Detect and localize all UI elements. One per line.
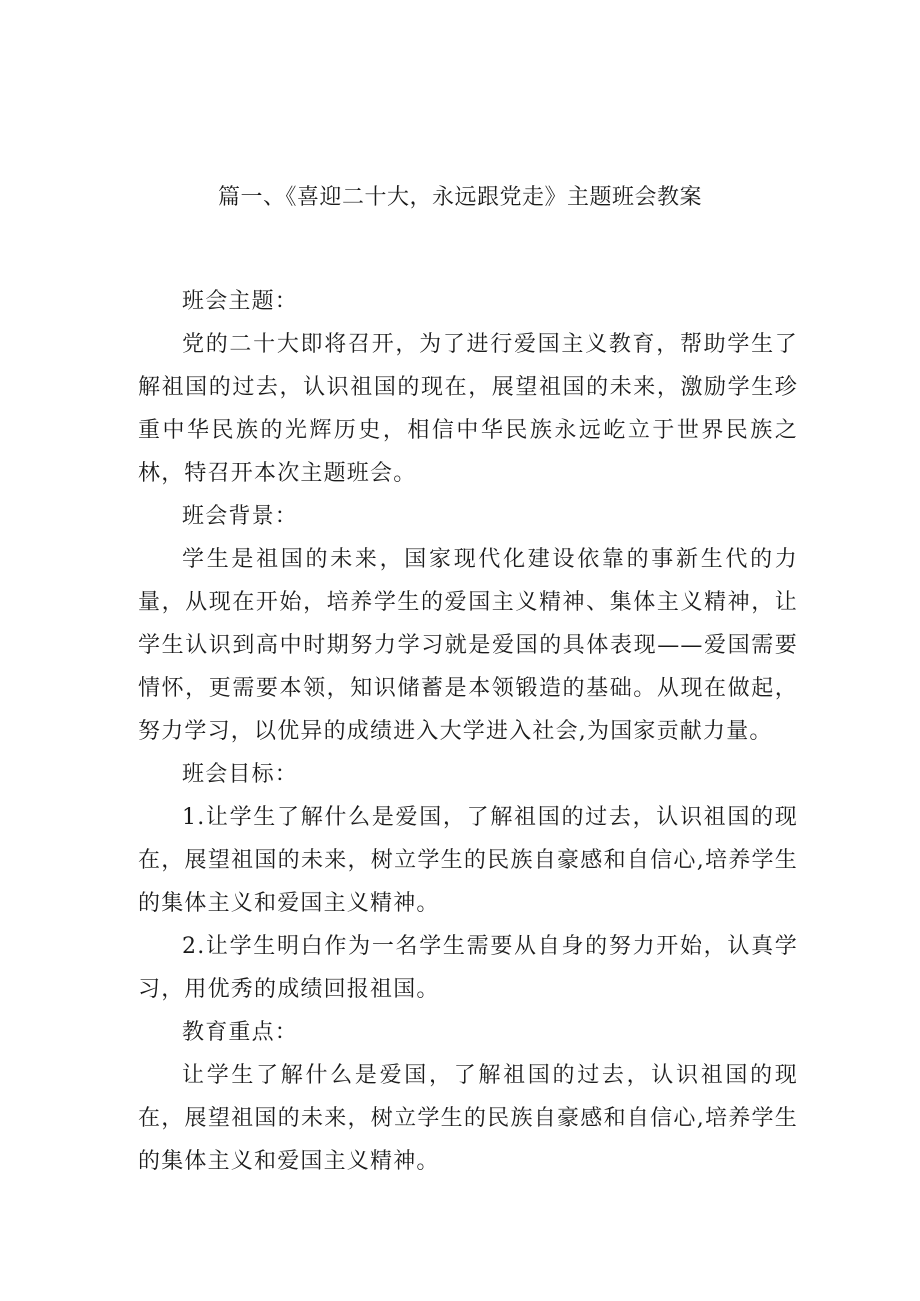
document-title: 篇一、《喜迎二十大，永远跟党走》主题班会教案	[217, 185, 702, 210]
document-body	[138, 280, 798, 1183]
paragraph-theme: 党的二十大即将召开，为了进行爱国主义教育，帮助学生了解祖国的过去，认识祖国的现在，展望祖国的未来，激励学生珍重中华民族的光辉历史，相信中华民族永远屹立于世界民族之林，特召开本次主题班会。	[138, 332, 798, 486]
section-heading-theme: 班会主题：	[182, 289, 299, 314]
paragraph-goal-1: 1.让学生了解什么是爱国，了解祖国的过去，认识祖国的现在，展望祖国的未来，树立学生的民族自豪感和自信心,培养学生的集体主义和爱国主义精神。	[138, 805, 798, 916]
paragraph-goal-2: 2.让学生明白作为一名学生需要从自身的努力开始，认真学习，用优秀的成绩回报祖国。	[138, 934, 798, 1002]
section-heading-background: 班会背景：	[182, 504, 299, 529]
paragraph-background: 学生是祖国的未来，国家现代化建设依靠的事新生代的力量，从现在开始，培养学生的爱国主义精神、集体主义精神，让学生认识到高中时期努力学习就是爱国的具体表现——爱国需要情怀，更需要本领，知识储蓄是本领锻造的基础。从现在做起，努力学习，以优异的成绩进入大学进入社会,为国家贡献力量。	[138, 547, 798, 744]
section-heading-goals: 班会目标：	[182, 762, 299, 787]
section-heading-focus: 教育重点：	[182, 1020, 299, 1045]
paragraph-focus: 让学生了解什么是爱国，了解祖国的过去，认识祖国的现在，展望祖国的未来，树立学生的民族自豪感和自信心,培养学生的集体主义和爱国主义精神。	[138, 1063, 798, 1174]
